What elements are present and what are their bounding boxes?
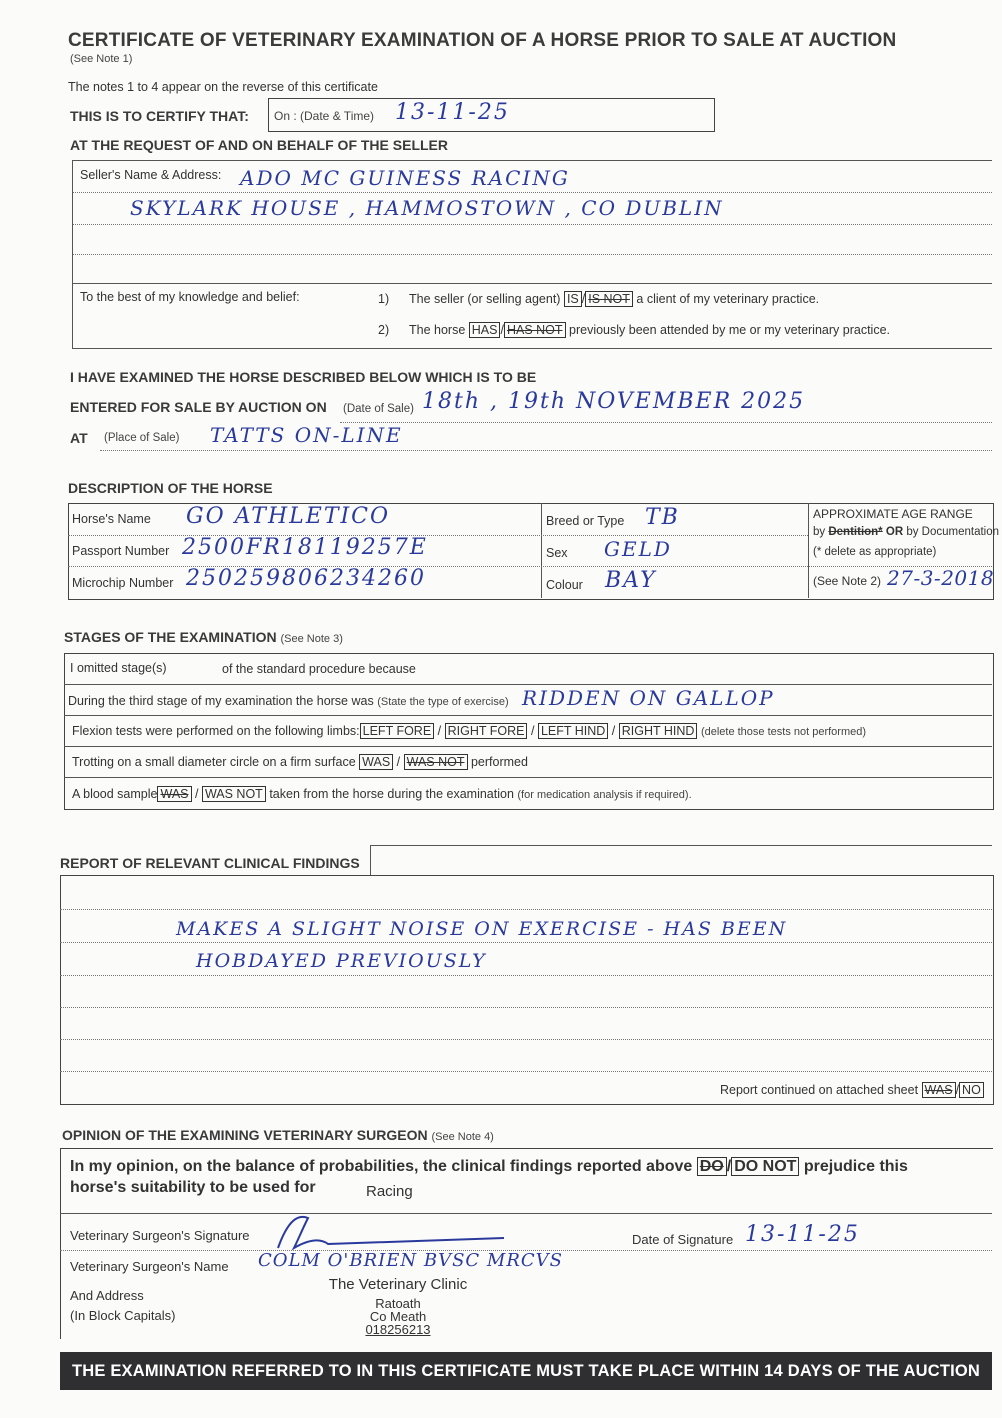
microchip-label: Microchip Number — [72, 576, 174, 590]
passport-value[interactable]: 2500FR18119257E — [182, 535, 428, 560]
report-continued — [720, 1083, 984, 1097]
blood-was-not-option[interactable]: WAS NOT — [202, 786, 266, 802]
at-label: AT — [70, 430, 88, 446]
description-divider-1 — [541, 503, 542, 598]
seller-label: Seller's Name & Address: — [80, 168, 222, 182]
trotting-pre: Trotting on a small diameter circle on a firm surface — [72, 755, 356, 769]
title-see-note: (See Note 1) — [70, 53, 133, 65]
stages-heading — [64, 629, 343, 645]
stages-row-line-2 — [64, 715, 992, 716]
clinic-county[interactable]: Co Meath — [369, 1309, 427, 1324]
seller-line-3 — [72, 254, 992, 255]
stages-row-line-3 — [64, 746, 992, 747]
stages-heading-text: STAGES OF THE EXAMINATION — [64, 629, 277, 645]
breed-label: Breed or Type — [546, 514, 625, 528]
age-method-line — [813, 526, 999, 538]
opinion-text-pre: In my opinion, on the balance of probabilities, the clinical findings reported above — [70, 1158, 693, 1175]
signature-date-value[interactable]: 13-11-25 — [745, 1222, 860, 1247]
examined-label: I HAVE EXAMINED THE HORSE DESCRIBED BELOW WHICH IS TO BE — [70, 369, 537, 385]
opinion-line-2: horse's suitability to be used for — [70, 1179, 316, 1196]
opinion-heading-text: OPINION OF THE EXAMINING VETERINARY SURGEON — [62, 1127, 428, 1143]
vet-name-label: Veterinary Surgeon's Name — [70, 1259, 229, 1274]
stmt2-hasnot-option[interactable]: HAS NOT — [504, 322, 566, 338]
stmt1-number: 1) — [378, 292, 390, 306]
report-finding-line-1[interactable]: MAKES A SLIGHT NOISE ON EXERCISE - HAS BEEN — [176, 918, 788, 940]
left-hind-option[interactable]: LEFT HIND — [538, 723, 608, 739]
signature-top-rule — [60, 1213, 992, 1214]
flexion-label: Flexion tests were performed on the following limbs: — [72, 724, 360, 738]
report-line-3 — [60, 975, 992, 976]
signature-label: Veterinary Surgeon's Signature — [70, 1228, 250, 1243]
blood-line — [72, 787, 692, 801]
notes-line: The notes 1 to 4 appear on the reverse of this certificate — [68, 80, 378, 94]
report-heading: REPORT OF RELEVANT CLINICAL FINDINGS — [60, 855, 360, 871]
colour-value[interactable]: BAY — [605, 568, 657, 593]
signature-date-label: Date of Signature — [632, 1232, 734, 1247]
description-heading: DESCRIPTION OF THE HORSE — [68, 480, 273, 496]
report-continued-label: Report continued on attached sheet — [720, 1083, 919, 1097]
right-fore-option[interactable]: RIGHT FORE — [445, 723, 528, 739]
sale-date-label: (Date of Sale) — [343, 403, 414, 415]
blood-sep: / — [194, 787, 199, 801]
trotting-was-option[interactable]: WAS — [359, 754, 393, 770]
sex-value[interactable]: GELD — [604, 537, 672, 561]
third-stage-line — [68, 694, 509, 708]
vet-address-label: And Address — [70, 1288, 144, 1303]
opinion-do-not-option[interactable]: DO NOT — [731, 1157, 799, 1176]
trotting-line — [72, 755, 528, 769]
report-continued-sep: / — [955, 1083, 960, 1097]
certify-date-value[interactable]: 13-11-25 — [395, 100, 510, 125]
breed-value[interactable]: TB — [645, 505, 680, 530]
certify-label: THIS IS TO CERTIFY THAT: — [70, 108, 249, 124]
stmt2-pre: The horse — [409, 323, 466, 337]
flexion-sep-1: / — [437, 724, 442, 738]
stmt1-isnot-option[interactable]: IS NOT — [585, 291, 633, 307]
opinion-see-note: (See Note 4) — [431, 1131, 494, 1143]
sale-date-line — [340, 422, 992, 423]
age-delete-note: (* delete as appropriate) — [813, 546, 937, 558]
stmt1-is-option[interactable]: IS — [564, 291, 582, 307]
description-row-line-1 — [68, 535, 808, 536]
report-line-6 — [60, 1071, 992, 1072]
microchip-value[interactable]: 250259806234260 — [186, 566, 426, 591]
belief-top-rule — [72, 283, 992, 284]
stmt1-pre: The seller (or selling agent) — [409, 292, 561, 306]
report-top-rule — [370, 845, 992, 846]
stmt1-sep: / — [581, 292, 586, 306]
report-continued-not[interactable]: NO — [959, 1082, 984, 1098]
flexion-line — [72, 724, 866, 738]
stmt1-text — [409, 292, 819, 306]
right-hind-option[interactable]: RIGHT HIND — [619, 723, 698, 739]
seller-address-value[interactable]: SKYLARK HOUSE , HAMMOSTOWN , CO DUBLIN — [130, 196, 724, 220]
seller-top-rule — [72, 160, 992, 161]
blood-post: taken from the horse during the examination — [269, 787, 514, 801]
place-value[interactable]: TATTS ON-LINE — [210, 423, 403, 447]
flexion-note: (delete those tests not performed) — [700, 726, 867, 738]
report-line-4 — [60, 1007, 992, 1008]
report-continued-was[interactable]: WAS — [922, 1082, 956, 1098]
seller-name-value[interactable]: ADO MC GUINESS RACING — [240, 166, 570, 190]
report-line-5 — [60, 1039, 992, 1040]
omitted-pre: I omitted stage(s) — [70, 661, 167, 675]
report-line-1 — [60, 909, 992, 910]
age-dentition-option[interactable]: Dentition* — [828, 526, 883, 538]
report-line-2 — [60, 942, 992, 943]
seller-bottom-rule — [72, 348, 992, 349]
trotting-was-not-option[interactable]: WAS NOT — [404, 754, 468, 770]
certify-date-label: On : (Date & Time) — [274, 109, 375, 123]
opinion-do-option[interactable]: DO — [697, 1157, 727, 1176]
vet-caps-label: (In Block Capitals) — [70, 1308, 176, 1323]
age-value[interactable]: 27-3-2018 — [887, 566, 995, 590]
report-finding-line-2[interactable]: HOBDAYED PREVIOUSLY — [196, 950, 487, 972]
seller-line-1 — [72, 192, 992, 193]
footer-banner: THE EXAMINATION REFERRED TO IN THIS CERTIFICATE MUST TAKE PLACE WITHIN 14 DAYS OF THE AUCTION — [60, 1352, 992, 1390]
trotting-sep: / — [396, 755, 401, 769]
seller-line-2 — [72, 224, 992, 225]
stages-see-note: (See Note 3) — [280, 633, 343, 645]
sale-date-value[interactable]: 18th , 19th NOVEMBER 2025 — [422, 389, 806, 414]
age-heading: APPROXIMATE AGE RANGE — [813, 507, 973, 521]
request-label: AT THE REQUEST OF AND ON BEHALF OF THE SELLER — [70, 137, 448, 153]
stmt2-text — [409, 323, 890, 337]
horse-name-label: Horse's Name — [72, 512, 151, 526]
blood-small: (for medication analysis if required). — [517, 789, 692, 801]
omitted-post: of the standard procedure because — [222, 662, 416, 676]
stages-row-line-1 — [64, 684, 992, 685]
horse-name-value[interactable]: GO ATHLETICO — [186, 504, 391, 529]
flexion-sep-3: / — [611, 724, 616, 738]
clinic-phone[interactable]: 018256213 — [365, 1322, 431, 1337]
colour-label: Colour — [546, 578, 583, 592]
opinion-use-value[interactable]: Racing — [366, 1183, 413, 1200]
blood-was-option[interactable]: WAS — [157, 786, 191, 802]
opinion-heading — [62, 1127, 494, 1143]
stmt2-sep: / — [500, 323, 504, 337]
place-label: (Place of Sale) — [104, 432, 180, 444]
signature-scribble[interactable] — [268, 1210, 508, 1255]
age-by: by — [813, 526, 826, 538]
opinion-text-post: prejudice this — [803, 1158, 908, 1175]
opinion-line-1 — [70, 1158, 908, 1176]
clinic-town[interactable]: Ratoath — [375, 1296, 421, 1311]
vet-name-value[interactable]: COLM O'BRIEN BVSC MRCVS — [258, 1250, 563, 1271]
report-heading-divider — [370, 845, 371, 875]
stages-row-line-4 — [64, 777, 992, 778]
stmt2-number: 2) — [378, 323, 390, 337]
age-or: OR — [885, 526, 904, 538]
certificate-title: CERTIFICATE OF VETERINARY EXAMINATION OF A HORSE PRIOR TO SALE AT AUCTION — [68, 30, 897, 51]
third-stage-value[interactable]: RIDDEN ON GALLOP — [522, 686, 775, 710]
stmt2-post: previously been attended by me or my veterinary practice. — [569, 323, 890, 337]
passport-label: Passport Number — [72, 544, 170, 558]
third-stage-label: During the third stage of my examination the horse was — [68, 694, 374, 708]
stmt2-has-option[interactable]: HAS — [469, 322, 501, 338]
age-see-note: (See Note 2) — [813, 574, 882, 588]
flexion-sep-2: / — [530, 724, 535, 738]
description-divider-2 — [808, 503, 809, 598]
place-line — [100, 450, 992, 451]
age-by-documentation-option[interactable]: by Documentation — [906, 526, 1000, 538]
clinic-name[interactable]: The Veterinary Clinic — [328, 1276, 468, 1293]
third-stage-small: (State the type of exercise) — [377, 696, 509, 708]
seller-left-rule — [72, 160, 73, 348]
entered-label: ENTERED FOR SALE BY AUCTION ON — [70, 399, 327, 415]
left-fore-option[interactable]: LEFT FORE — [360, 723, 435, 739]
trotting-performed: performed — [470, 755, 528, 769]
sex-label: Sex — [546, 546, 568, 560]
blood-pre: A blood sample — [72, 787, 158, 801]
belief-label: To the best of my knowledge and belief: — [80, 290, 300, 304]
stmt1-post: a client of my veterinary practice. — [636, 292, 820, 306]
opinion-sep: / — [726, 1158, 732, 1175]
